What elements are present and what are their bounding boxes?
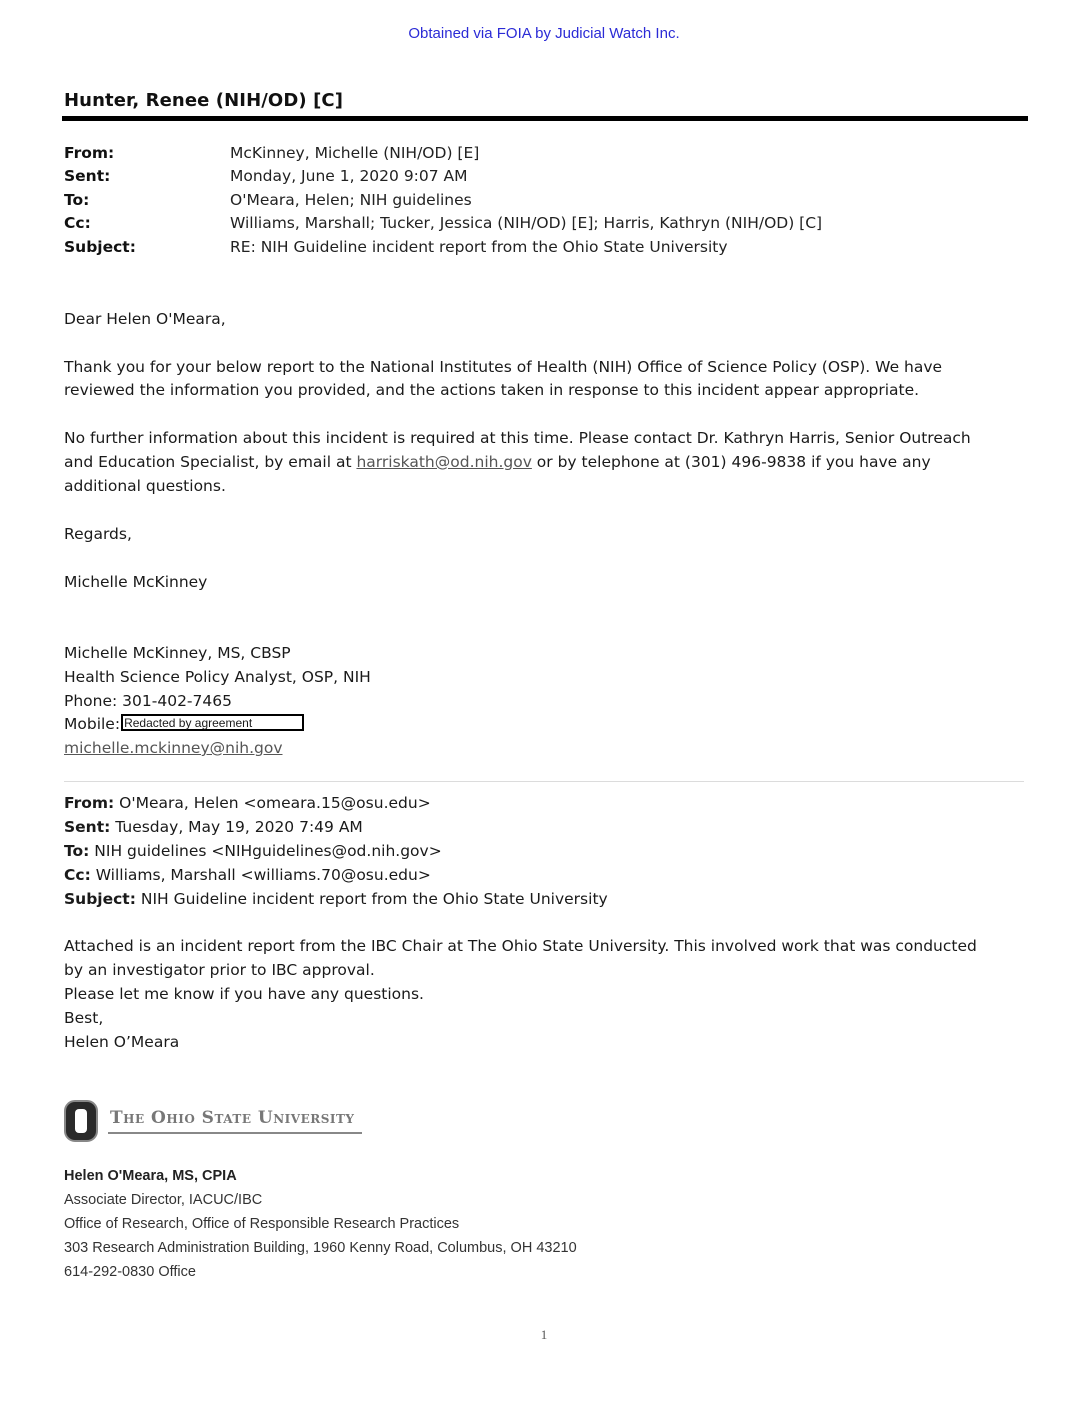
signature-title: Health Science Policy Analyst, OSP, NIH [64,668,371,686]
orig-signature-office: Office of Research, Office of Responsible Research Practices [64,1216,460,1232]
mckinney-email-link[interactable]: michelle.mckinney@nih.gov [64,739,283,757]
subject-value: RE: NIH Guideline incident report from the Ohio State University [230,238,728,256]
orig-body-line-1: Attached is an incident report from the IBC Chair at The Ohio State University. This involved work that was conducted [64,937,977,955]
closing: Regards, [64,525,132,543]
to-label: To: [64,191,90,209]
orig-closing: Best, [64,1009,104,1027]
harris-email-link[interactable]: harriskath@od.nih.gov [356,453,532,471]
orig-cc-label: Cc: [64,866,91,884]
orig-to-value: NIH guidelines <NIHguidelines@od.nih.gov> [89,842,442,860]
paragraph-2-line-2 [64,450,931,474]
mobile-label: Mobile: [64,715,121,733]
signoff-name: Michelle McKinney [64,573,208,591]
paragraph-1-line-2: reviewed the information you provided, and the actions taken in response to this incident appear appropriate. [64,381,920,399]
signature-email-line [64,736,283,760]
orig-from-value: O'Meara, Helen <omeara.15@osu.edu> [114,794,431,812]
greeting: Dear Helen O'Meara, [64,310,226,328]
paragraph-2-text-pre: and Education Specialist, by email at [64,453,357,471]
sent-value: Monday, June 1, 2020 9:07 AM [230,167,468,185]
signature-mobile [64,712,304,736]
subject-label: Subject: [64,238,136,256]
to-value: O'Meara, Helen; NIH guidelines [230,191,472,209]
cc-value: Williams, Marshall; Tucker, Jessica (NIH/OD) [E]; Harris, Kathryn (NIH/OD) [C] [230,214,823,232]
orig-signature-title: Associate Director, IACUC/IBC [64,1192,263,1208]
paragraph-2-line-3: additional questions. [64,477,226,495]
from-value: McKinney, Michelle (NIH/OD) [E] [230,144,480,162]
page-number: 1 [540,1327,548,1342]
orig-body-line-3: Please let me know if you have any questions. [64,985,424,1003]
orig-body-line-2: by an investigator prior to IBC approval. [64,961,375,979]
paragraph-2-text-post: or by telephone at (301) 496-9838 if you have any [531,453,931,471]
orig-subject-value: NIH Guideline incident report from the Ohio State University [135,890,608,908]
orig-to-line [64,839,442,863]
orig-signature-address: 303 Research Administration Building, 1960 Kenny Road, Columbus, OH 43210 [64,1240,577,1256]
title-rule-divider [62,116,1028,121]
message-separator [64,781,1024,782]
orig-cc-line [64,863,431,887]
foia-watermark: Obtained via FOIA by Judicial Watch Inc. [408,25,680,42]
orig-signature-phone: 614-292-0830 Office [64,1264,196,1280]
orig-signature-name: Helen O'Meara, MS, CPIA [64,1168,237,1184]
redaction-box: Redacted by agreement [121,714,304,731]
orig-sent-value: Tuesday, May 19, 2020 7:49 AM [110,818,363,836]
logo-wordmark: The Ohio State University [110,1108,355,1128]
paragraph-1-line-1: Thank you for your below report to the National Institutes of Health (NIH) Office of Science Policy (OSP). We have [64,358,943,376]
sent-label: Sent: [64,167,111,185]
orig-from-label: From: [64,794,115,812]
orig-sent-label: Sent: [64,818,111,836]
signature-name: Michelle McKinney, MS, CBSP [64,644,291,662]
orig-signoff: Helen O’Meara [64,1033,180,1051]
orig-from-line [64,791,431,815]
from-label: From: [64,144,115,162]
ohio-state-logo [64,1098,364,1144]
paragraph-2-line-1: No further information about this incident is required at this time. Please contact Dr. Kathryn Harris, Senior Outreach [64,429,971,447]
orig-subject-label: Subject: [64,890,136,908]
orig-to-label: To: [64,842,90,860]
mailbox-owner-title: Hunter, Renee (NIH/OD) [C] [64,90,344,111]
orig-cc-value: Williams, Marshall <williams.70@osu.edu> [90,866,431,884]
signature-phone: Phone: 301-402-7465 [64,692,232,710]
orig-subject-line [64,887,608,911]
orig-sent-line [64,815,363,839]
cc-label: Cc: [64,214,91,232]
